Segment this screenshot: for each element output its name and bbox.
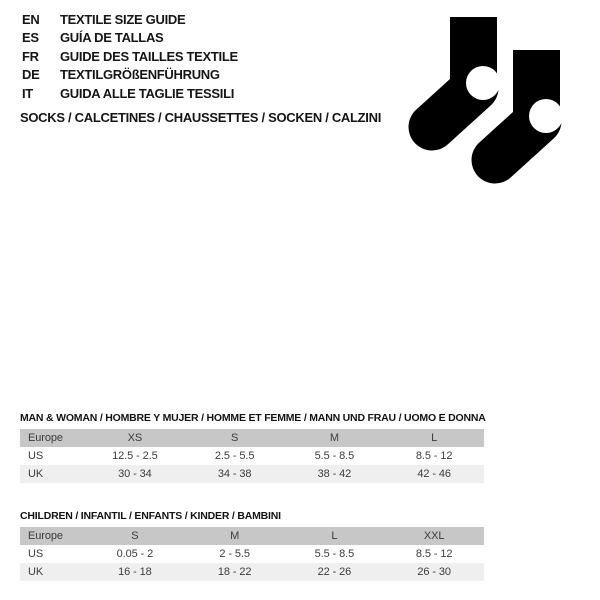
header-cell-size: S [231, 432, 239, 444]
language-list [22, 10, 238, 103]
size-cell: 8.5 - 12 [415, 450, 453, 462]
header-cell-size: M [230, 530, 240, 542]
header-row [20, 429, 484, 447]
header-cell-size: L [431, 432, 438, 444]
category-title: SOCKS / CALCETINES / CHAUSSETTES / SOCKEN / CALZINI [20, 110, 382, 125]
socks-icon [400, 8, 575, 190]
header-cell-size: S [131, 530, 139, 542]
language-row-es [22, 29, 238, 48]
size-cell: 34 - 38 [217, 468, 252, 480]
language-code: DE [22, 67, 40, 83]
language-row-en [22, 10, 238, 29]
row-label: US [28, 450, 44, 462]
size-cell: 18 - 22 [217, 566, 252, 578]
size-table-adults [20, 429, 484, 483]
header-cell-size: XS [127, 432, 143, 444]
language-label: GUIDA ALLE TAGLIE TESSILI [60, 85, 235, 101]
size-table-section-children [20, 510, 484, 581]
language-code: FR [22, 48, 39, 64]
size-cell: 5.5 - 8.5 [314, 548, 355, 560]
socks-icon-svg [400, 8, 575, 190]
table-row-us [20, 545, 484, 563]
language-label: TEXTILGRÖßENFÜHRUNG [60, 67, 220, 83]
row-label: UK [28, 566, 44, 578]
language-label: GUIDE DES TAILLES TEXTILE [60, 48, 238, 64]
language-code: ES [22, 30, 39, 46]
language-label: GUÍA DE TALLAS [60, 30, 164, 46]
header-cell-size: XXL [423, 530, 445, 542]
size-cell: 38 - 42 [317, 468, 352, 480]
table-row-uk [20, 563, 484, 581]
language-label: TEXTILE SIZE GUIDE [60, 11, 186, 27]
table-row-uk [20, 465, 484, 483]
header-cell-size: L [331, 530, 338, 542]
table-title-adults: MAN & WOMAN / HOMBRE Y MUJER / HOMME ET FEMME / MANN UND FRAU / UOMO E DONNA [20, 412, 486, 424]
language-code: IT [22, 85, 33, 101]
size-table-section-adults [20, 412, 484, 483]
row-label: US [28, 548, 44, 560]
size-cell: 5.5 - 8.5 [314, 450, 355, 462]
size-cell: 12.5 - 2.5 [112, 450, 158, 462]
size-cell: 0.05 - 2 [116, 548, 154, 560]
size-cell: 2 - 5.5 [219, 548, 250, 560]
size-cell: 2.5 - 5.5 [214, 450, 255, 462]
size-cell: 42 - 46 [417, 468, 451, 480]
sock-right [495, 50, 563, 160]
header-cell-region: Europe [28, 530, 63, 542]
row-label: UK [28, 468, 44, 480]
size-cell: 26 - 30 [417, 566, 451, 578]
language-code: EN [22, 11, 40, 27]
header-cell-size: M [329, 432, 339, 444]
size-table-children [20, 527, 484, 581]
table-row-us [20, 447, 484, 465]
size-cell: 16 - 18 [118, 566, 152, 578]
size-cell: 8.5 - 12 [415, 548, 453, 560]
header-row [20, 527, 484, 545]
language-row-de [22, 66, 238, 85]
sock-left [432, 17, 500, 127]
language-row-fr [22, 47, 238, 66]
size-cell: 22 - 26 [317, 566, 352, 578]
table-title-children: CHILDREN / INFANTIL / ENFANTS / KINDER / BAMBINI [20, 510, 281, 522]
header-cell-region: Europe [28, 432, 63, 444]
language-row-it [22, 84, 238, 103]
size-cell: 30 - 34 [118, 468, 152, 480]
